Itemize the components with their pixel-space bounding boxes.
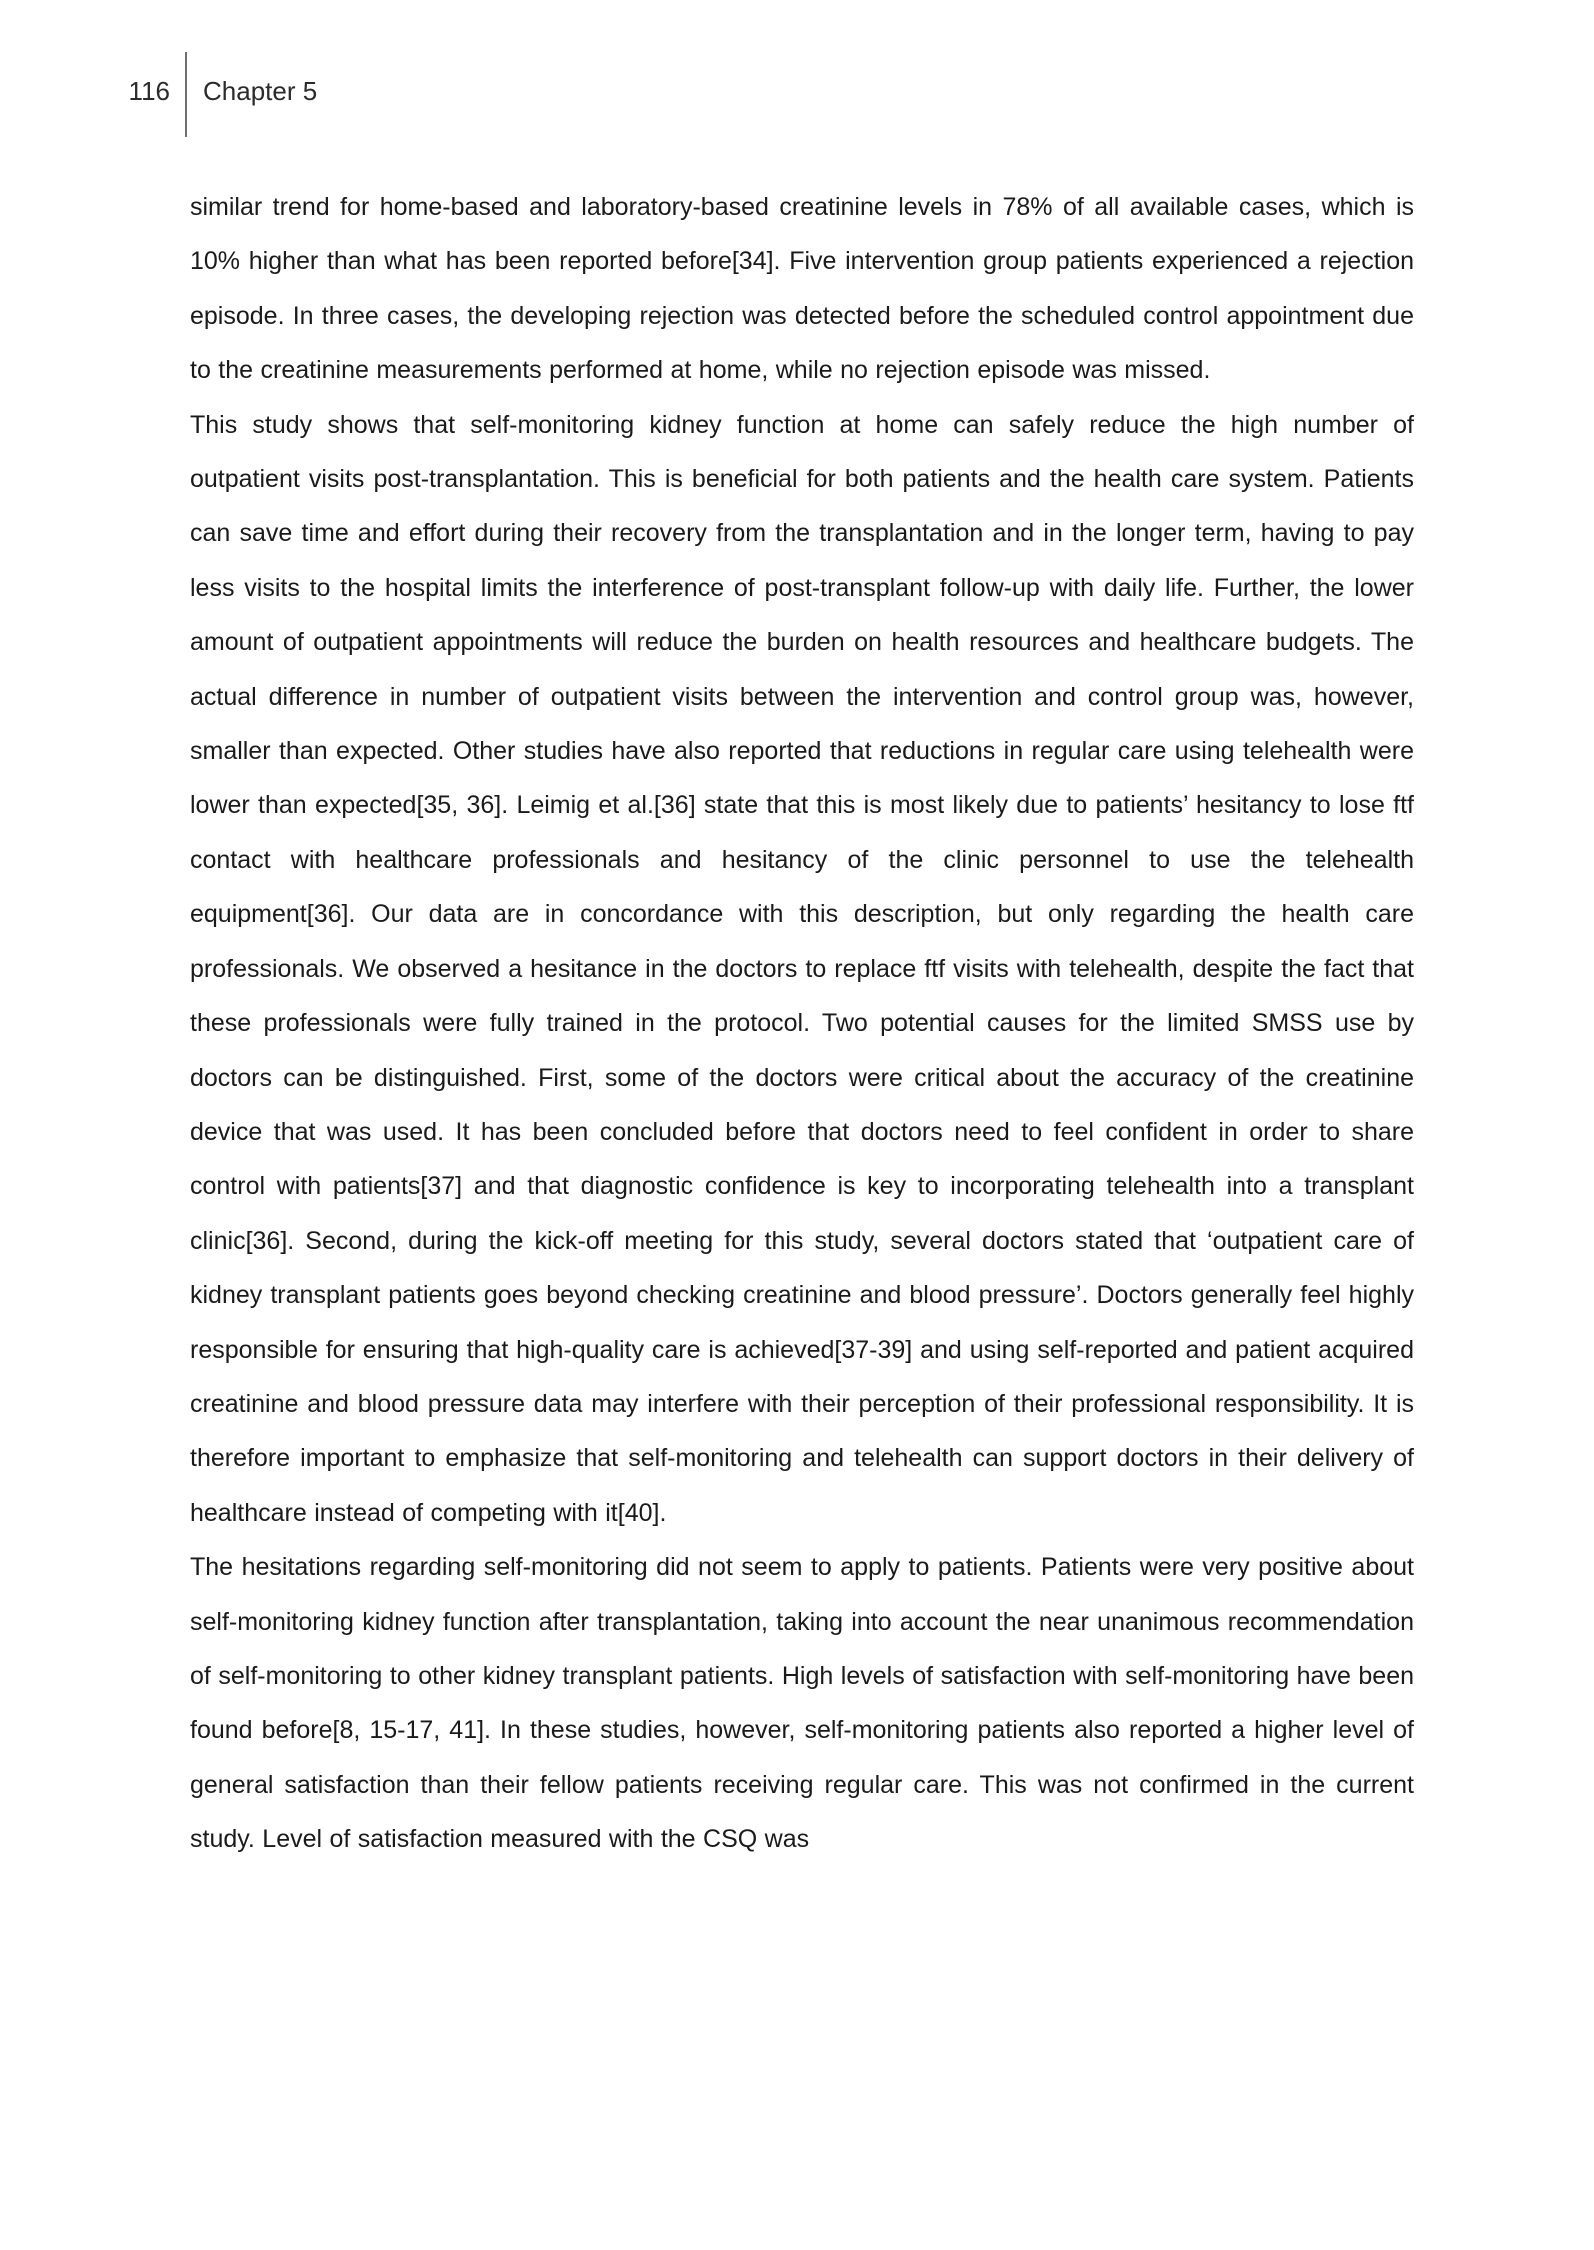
header-divider — [185, 52, 187, 137]
paragraph-2: This study shows that self-monitoring kidney function at home can safely reduce the high number of outpatient visits post-transplantation. This is beneficial for both patients and the health care system. Patients can save time and effort during their recovery from the transplantation and in the longer term, having to pay less visits to the hospital limits the interference of post-transplant follow-up with daily life. Further, the lower amount of outpatient appointments will reduce the burden on health resources and healthcare budgets. The actual difference in number of outpatient visits between the intervention and control group was, however, smaller than expected. Other studies have also reported that reductions in regular care using telehealth were lower than expected[35, 36]. Leimig et al.[36] state that this is most likely due to patients’ hesitancy to lose ftf contact with healthcare professionals and hesitancy of the clinic personnel to use the telehealth equipment[36]. Our data are in concordance with this description, but only regarding the health care professionals. We observed a hesitance in the doctors to replace ftf visits with telehealth, despite the fact that these professionals were fully trained in the protocol. Two potential causes for the limited SMSS use by doctors can be distinguished. First, some of the doctors were critical about the accuracy of the creatinine device that was used. It has been concluded before that doctors need to feel confident in order to share control with patients[37] and that diagnostic confidence is key to incorporating telehealth into a transplant clinic[36]. Second, during the kick-off meeting for this study, several doctors stated that ‘outpatient care of kidney transplant patients goes beyond checking creatinine and blood pressure’. Doctors generally feel highly responsible for ensuring that high-quality care is achieved[37-39] and using self-reported and patient acquired creatinine and blood pressure data may interfere with their perception of their professional responsibility. It is therefore important to emphasize that self-monitoring and telehealth can support doctors in their delivery of healthcare instead of competing with it[40]. — [190, 410, 1414, 1527]
body-text — [190, 180, 1414, 1867]
paragraph-1: similar trend for home-based and laboratory-based creatinine levels in 78% of all available cases, which is 10% higher than what has been reported before[34]. Five intervention group patients experienced a rejection episode. In three cases, the developing rejection was detected before the scheduled control appointment due to the creatinine measurements performed at home, while no rejection episode was missed. — [190, 193, 1414, 385]
paragraph-3: The hesitations regarding self-monitoring did not seem to apply to patients. Patients were very positive about self-monitoring kidney function after transplantation, taking into account the near unanimous recommendation of self-monitoring to other kidney transplant patients. High levels of satisfaction with self-monitoring have been found before[8, 15-17, 41]. In these studies, however, self-monitoring patients also reported a higher level of general satisfaction than their fellow patients receiving regular care. This was not confirmed in the current study. Level of satisfaction measured with the CSQ was — [190, 1553, 1414, 1854]
chapter-label: Chapter 5 — [203, 76, 318, 106]
page-number: 116 — [128, 76, 170, 106]
running-header — [0, 52, 1594, 142]
